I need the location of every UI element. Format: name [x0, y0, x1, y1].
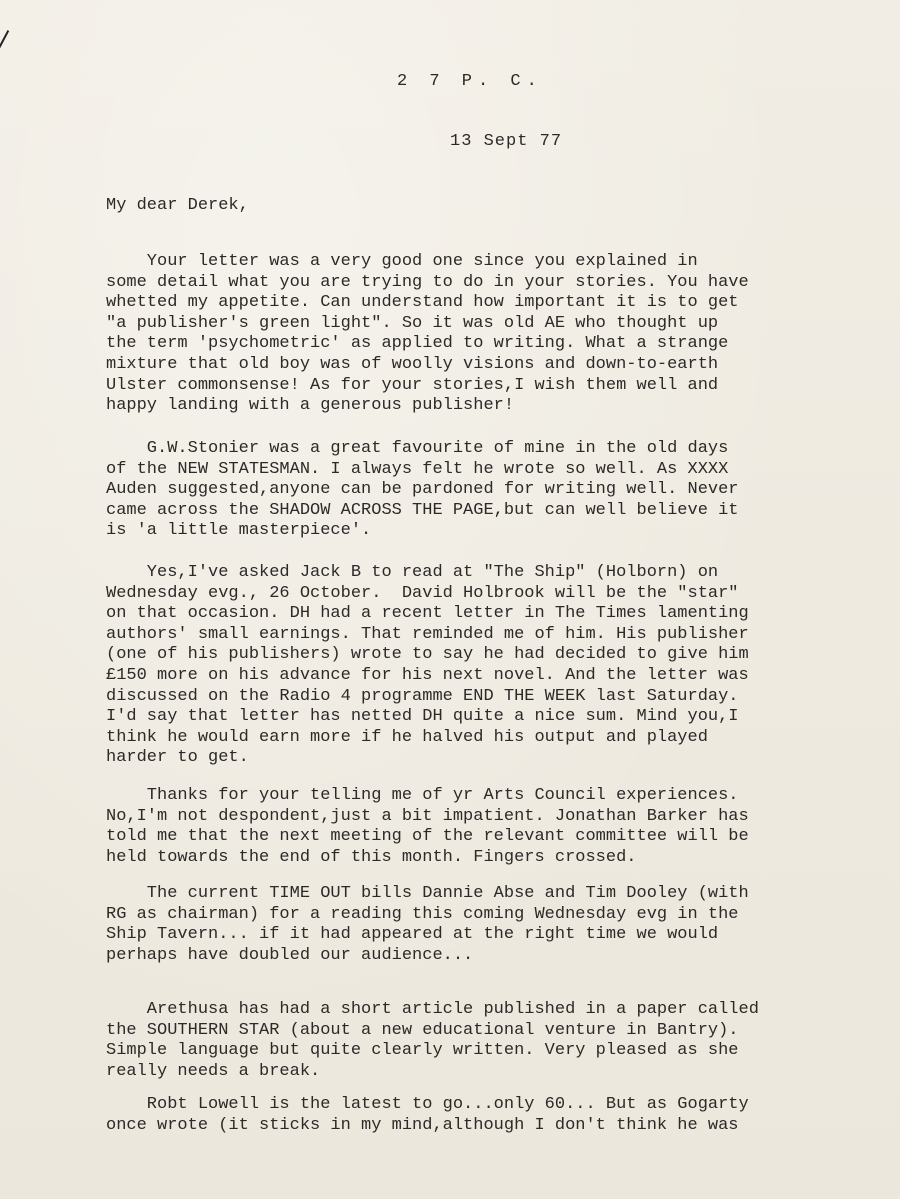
- paragraph-4: [106, 786, 876, 868]
- text-line: Ulster commonsense! As for your stories,I wish them well and: [106, 375, 719, 395]
- salutation: My dear Derek,: [106, 196, 249, 215]
- text-line: once wrote (it sticks in my mind,although I don't think he was: [106, 1115, 739, 1135]
- paragraph-2: [106, 439, 876, 542]
- text-line: mixture that old boy was of woolly visions and down-to-earth: [106, 354, 719, 374]
- text-line: harder to get.: [106, 748, 249, 768]
- text-line: The current TIME OUT bills Dannie Abse and Tim Dooley (with: [106, 884, 749, 903]
- text-line: Arethusa has had a short article published in a paper called: [106, 1000, 759, 1019]
- text-line: No,I'm not despondent,just a bit impatient. Jonathan Barker has: [106, 806, 749, 826]
- text-line: told me that the next meeting of the relevant committee will be: [106, 827, 749, 847]
- paragraph-6: [106, 1000, 876, 1082]
- text-line: Simple language but quite clearly written. Very pleased as she: [106, 1041, 739, 1061]
- text-line: Auden suggested,anyone can be pardoned for writing well. Never: [106, 480, 739, 500]
- paragraph-5: [106, 884, 876, 966]
- text-line: Yes,I've asked Jack B to read at "The Ship" (Holborn) on: [106, 563, 719, 582]
- letter-date: 13 Sept 77: [450, 132, 563, 151]
- text-line: the SOUTHERN STAR (about a new educational venture in Bantry).: [106, 1020, 739, 1040]
- letter-header: 2 7 P. C.: [397, 72, 543, 91]
- text-line: of the NEW STATESMAN. I always felt he wrote so well. As XXXX: [106, 459, 729, 479]
- text-line: £150 more on his advance for his next novel. And the letter was: [106, 665, 749, 685]
- text-line: think he would earn more if he halved his output and played: [106, 727, 708, 747]
- text-line: authors' small earnings. That reminded me of him. His publisher: [106, 624, 749, 644]
- text-line: some detail what you are trying to do in your stories. You have: [106, 272, 749, 292]
- text-line: RG as chairman) for a reading this coming Wednesday evg in the: [106, 904, 739, 924]
- paragraph-3: [106, 563, 876, 769]
- paragraph-7: [106, 1095, 876, 1136]
- text-line: perhaps have doubled our audience...: [106, 945, 474, 965]
- text-line: discussed on the Radio 4 programme END THE WEEK last Saturday.: [106, 686, 739, 706]
- text-line: came across the SHADOW ACROSS THE PAGE,but can well believe it: [106, 500, 739, 520]
- pen-mark: [0, 30, 12, 52]
- text-line: is 'a little masterpiece'.: [106, 521, 372, 541]
- text-line: Wednesday evg., 26 October. David Holbrook will be the "star": [106, 583, 739, 603]
- text-line: held towards the end of this month. Fingers crossed.: [106, 847, 637, 867]
- text-line: (one of his publishers) wrote to say he had decided to give him: [106, 645, 749, 665]
- text-line: really needs a break.: [106, 1061, 321, 1081]
- text-line: G.W.Stonier was a great favourite of mine in the old days: [106, 439, 729, 458]
- text-line: happy landing with a generous publisher!: [106, 396, 515, 416]
- text-line: Thanks for your telling me of yr Arts Council experiences.: [106, 786, 739, 805]
- text-line: Your letter was a very good one since you explained in: [106, 252, 698, 271]
- text-line: whetted my appetite. Can understand how important it is to get: [106, 293, 739, 313]
- text-line: Robt Lowell is the latest to go...only 60... But as Gogarty: [106, 1095, 749, 1114]
- text-line: the term 'psychometric' as applied to writing. What a strange: [106, 334, 729, 354]
- paragraph-1: [106, 252, 876, 417]
- text-line: I'd say that letter has netted DH quite a nice sum. Mind you,I: [106, 707, 739, 727]
- text-line: Ship Tavern... if it had appeared at the right time we would: [106, 925, 719, 945]
- text-line: on that occasion. DH had a recent letter in The Times lamenting: [106, 604, 749, 624]
- text-line: "a publisher's green light". So it was old AE who thought up: [106, 313, 719, 333]
